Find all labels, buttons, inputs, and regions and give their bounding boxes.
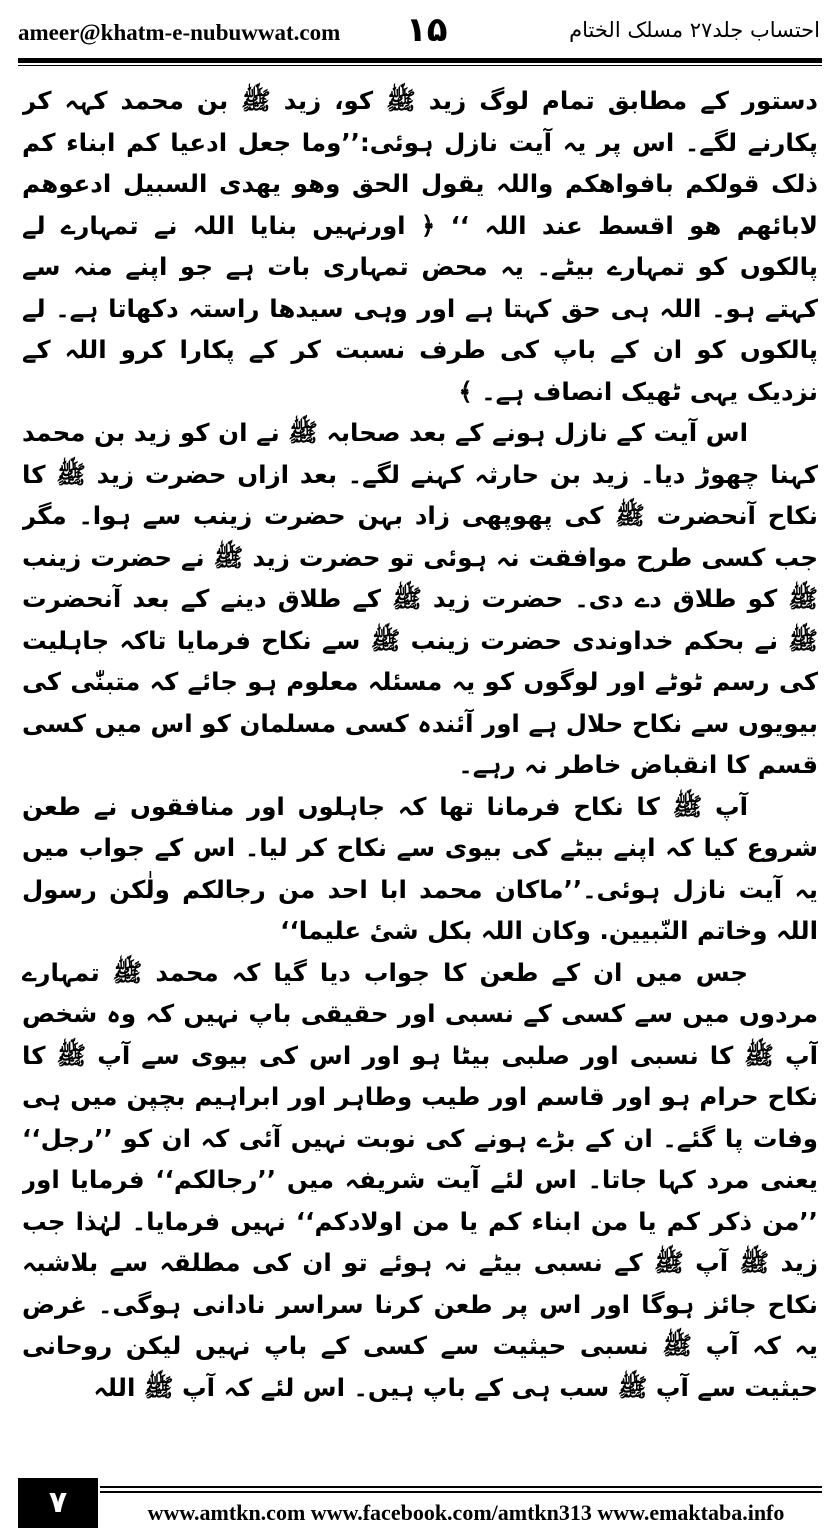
- paragraph-3: آپ ﷺ کا نکاح فرمانا تھا کہ جاہلوں اور منافقوں نے طعن شروع کیا کہ اپنے بیٹے کی بیوی سے نکاح کر لیا۔ اس کے جواب میں یہ آیت نازل ہوئی۔’’ماکان محمد ابا احد من رجالکم ولٰکن رسول اللہ وخاتم النّبیین. وکان اللہ بکل شیٔ علیما‘‘: [22, 791, 818, 945]
- footer-rules: [100, 1486, 822, 1496]
- body-text: [22, 80, 818, 1460]
- footer-number: ۷: [18, 1478, 98, 1528]
- page-number: ۱۵: [406, 10, 448, 50]
- header-rule: [18, 58, 822, 63]
- paragraph-2: اس آیت کے نازل ہونے کے بعد صحابہ ﷺ نے ان کو زید بن محمد کہنا چھوڑ دیا۔ زید بن حارثہ کہنے لگے۔ بعد ازاں حضرت زید ﷺ کا نکاح آنحضرت ﷺ کی پھوپھی زاد بہن حضرت زینب سے ہوا۔ مگر جب کسی طرح موافقت نہ ہوئی تو حضرت زید ﷺ نے حضرت زینب ﷺ کو طلاق دے دی۔ حضرت زید ﷺ کے طلاق دینے کے بعد آنحضرت ﷺ نے بحکم خداوندی حضرت زینب ﷺ سے نکاح فرمایا تاکہ جاہلیت کی رسم ٹوٹے اور لوگوں کو یہ مسئلہ معلوم ہو جائے کہ متبنّٰی کی بیویوں سے نکاح حلال ہے اور آئندہ کسی مسلمان کو اس میں کسی قسم کا انقباض خاطر نہ رہے۔: [22, 418, 818, 779]
- header-rule-thin: [18, 65, 822, 66]
- paragraph-1: دستور کے مطابق تمام لوگ زید ﷺ کو، زید ﷺ بن محمد کہہ کر پکارنے لگے۔ اس پر یہ آیت نازل ہوئی:’’وما جعل ادعیا کم ابناء کم ذلک قولکم بافواھکم واللہ یقول الحق وھو یھدی السبیل ادعوھم لابائھم ھو اقسط عند اللہ ‘‘ ﴿ اورنہیں بنایا اللہ نے تمہارے لے پالکوں کو تمہارے بیٹے۔ یہ محض تمہاری بات ہے جو اپنے منہ سے کہتے ہو۔ اللہ ہی حق کہتا ہے اور وہی سیدھا راستہ دکھاتا ہے۔ لے پالکوں کو ان کے باپ کی طرف نسبت کر کے پکارا کرو اللہ کے نزدیک یہی ٹھیک انصاف ہے۔ ﴾: [22, 86, 818, 406]
- running-title: احتساب جلد۲۷ مسلک الختام: [569, 18, 820, 42]
- page-header: [18, 8, 822, 58]
- paragraph-4: جس میں ان کے طعن کا جواب دیا گیا کہ محمد ﷺ تمہارے مردوں میں سے کسی کے نسبی اور حقیقی باپ نہیں کہ وہ شخص آپ ﷺ کا نسبی اور صلبی بیٹا ہو اور اس کی بیوی سے آپ ﷺ کا نکاح حرام ہو اور قاسم اور طیب وطاہر اور ابراہیم بچپن میں ہی وفات پا گئے۔ ان کے بڑے ہونے کی نوبت نہیں آئی کہ ان کو ’’رجل‘‘ یعنی مرد کہا جاتا۔ اس لئے آیت شریفہ میں ’’رجالکم‘‘ فرمایا اور ’’من ذکر کم یا من ابناء کم یا من اولادکم‘‘ نہیں فرمایا۔ لہٰذا جب زید ﷺ آپ ﷺ کے نسبی بیٹے نہ ہوئے تو ان کی مطلقہ سے بلاشبہ نکاح جائز ہوگا اور اس پر طعن کرنا سراسر نادانی ہوگی۔ غرض یہ کہ آپ ﷺ نسبی حیثیت سے کسی کے باپ نہیں لیکن روحانی حیثیت سے آپ ﷺ سب ہی کے باپ ہیں۔ اس لئے کہ آپ ﷺ اللہ: [22, 957, 818, 1402]
- email-address: ameer@khatm-e-nubuwwat.com: [18, 20, 341, 45]
- footer-links: www.amtkn.com www.facebook.com/amtkn313 www.emaktaba.info: [147, 1500, 785, 1525]
